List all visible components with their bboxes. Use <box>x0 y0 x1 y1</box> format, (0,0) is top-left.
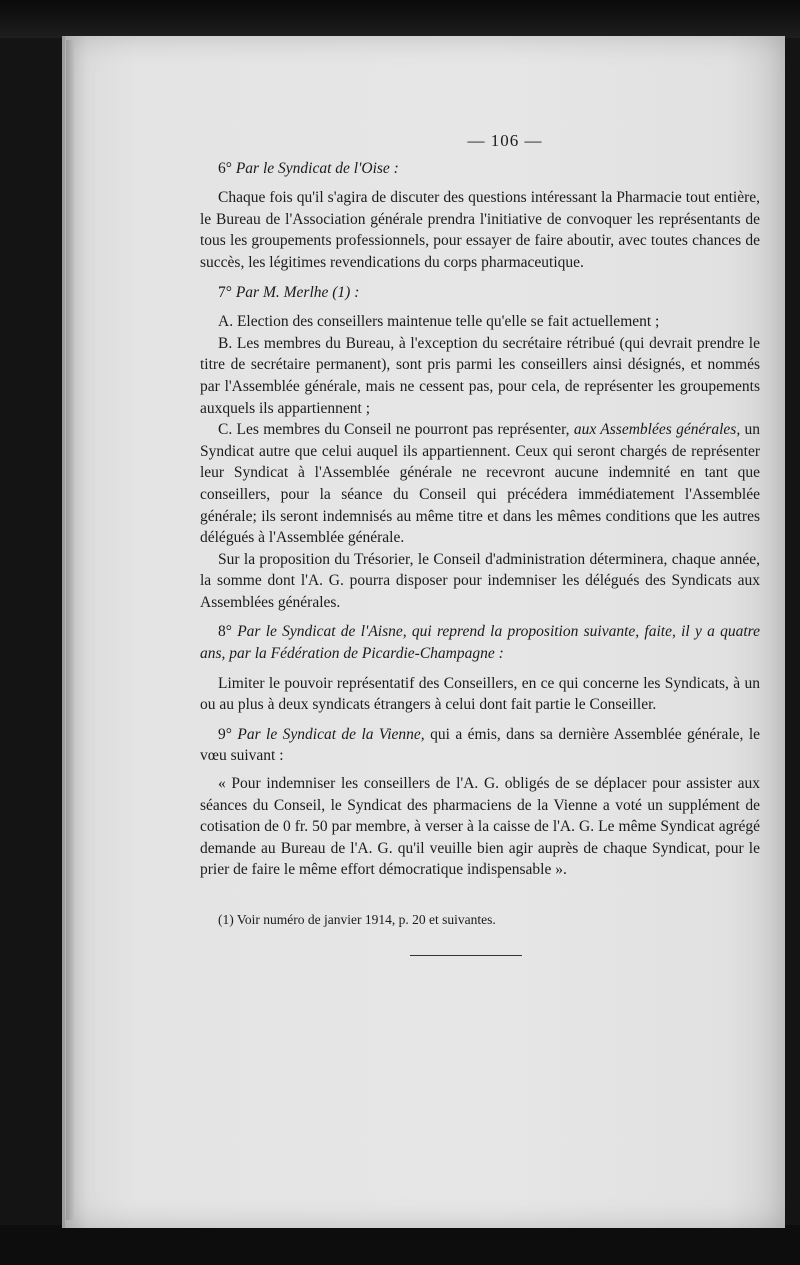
section-8-heading: 8° Par le Syndicat de l'Aisne, qui reprend la proposition suivante, faite, il y a quatre ans, par la Fédération de Picardie-Champagne : <box>200 623 761 663</box>
section-8-paragraph: Limiter le pouvoir représentatif des Conseillers, en ce qui concerne les Syndicats, à un ou au plus à deux syndicats étrangers à celui dont fait partie le Conseiller. <box>200 674 760 714</box>
section-9-paragraph: « Pour indemniser les conseillers de l'A. G. obligés de se déplacer pour assister aux séances du Conseil, le Syndicat des pharmaciens de la Vienne a voté un supplément de cotisation de 0 fr. 50 par membre, à verser à la caisse de l'A. G. Le même Syndicat agrégé demande au Bureau de l'A. G. qu'il veuille bien agir auprès de chaque Syndicat, pour le prier de faire le même effort démocratique indispensable ». <box>200 775 760 879</box>
section-7-item-b: B. Les membres du Bureau, à l'exception du secrétaire rétribué (qui devrait prendre le titre de secrétaire permanent), sont pris parmi les conseillers ainsi désignés, et nommés par l'Assemblée générale, mais ne cessent pas, pour cela, de représenter les groupements auxquels ils appartiennent ; <box>200 334 760 417</box>
section-7-tresorier-paragraph: Sur la proposition du Trésorier, le Conseil d'administration déterminera, chaque année, la somme dont l'A. G. pourra disposer pour indemniser les délégués des Syndicats aux Assemblées générales. <box>200 550 760 611</box>
section-7-item-c: C. Les membres du Conseil ne pourront pas représenter, aux Assemblées générales, un Syndicat autre que celui auquel ils appartiennent. Ceux qui seront chargés de représenter leur Syndicat à l'Assemblée générale ne recevront aucune indemnité en tant que conseillers, pour la séance du Conseil qui précédera immédiatement l'Assemblée générale; ils seront indemnisés au même titre et dans les mêmes conditions que les autres délégués à l'Assemblée générale. <box>200 421 761 547</box>
scan-bottom-border <box>0 1225 800 1265</box>
section-6-heading: 6° Par le Syndicat de l'Oise : <box>218 159 399 177</box>
end-rule <box>410 955 522 956</box>
section-6-paragraph: Chaque fois qu'il s'agira de discuter des questions intéressant la Pharmacie tout entière, le Bureau de l'Association générale prendra l'initiative de convoquer les représentants de tous les groupements professionnels, pour essayer de faire aboutir, avec toutes chances de succès, les légitimes revendications du corps pharmaceutique. <box>200 189 760 271</box>
page-number: — 106 — <box>467 131 543 150</box>
section-9-heading: 9° Par le Syndicat de la Vienne, qui a émis, dans sa dernière Assemblée générale, le vœu suivant : <box>200 725 761 765</box>
page-content <box>200 130 760 956</box>
scan-top-border <box>0 0 800 38</box>
section-7-heading: 7° Par M. Merlhe (1) : <box>218 283 360 301</box>
section-7-item-a: A. Election des conseillers maintenue telle qu'elle se fait actuellement ; <box>218 313 660 331</box>
page-binding-edge <box>66 40 74 1220</box>
footnote: (1) Voir numéro de janvier 1914, p. 20 et suivantes. <box>218 912 496 927</box>
